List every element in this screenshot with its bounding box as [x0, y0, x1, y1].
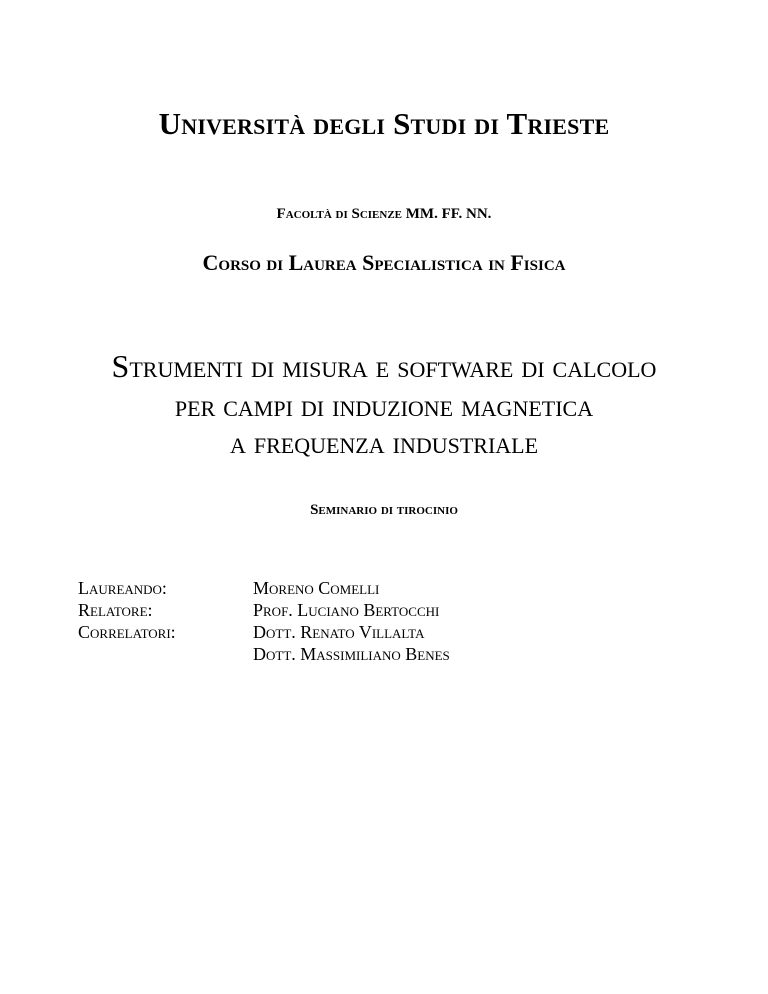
- role-person: Dott. Massimiliano Benes: [253, 644, 450, 664]
- thesis-title-line-2: per campi di induzione magnetica: [174, 387, 594, 423]
- role-person: Prof. Luciano Bertocchi: [253, 600, 440, 620]
- course-name: Corso di Laurea Specialistica in Fisica: [202, 250, 566, 275]
- role-person: Dott. Renato Villalta: [253, 622, 425, 642]
- role-label: Correlatori:: [78, 622, 176, 642]
- role-label: Relatore:: [78, 600, 153, 620]
- university-name: Università degli Studi di Trieste: [158, 106, 610, 141]
- seminar-subtitle: Seminario di tirocinio: [310, 502, 458, 518]
- role-person: Moreno Comelli: [253, 578, 380, 598]
- role-label: Laureando:: [78, 578, 167, 598]
- thesis-title-line-1: Strumenti di misura e software di calcolo: [111, 348, 657, 384]
- faculty-name: Facoltà di Scienze MM. FF. NN.: [276, 206, 492, 222]
- thesis-title-line-3: a frequenza industriale: [229, 424, 539, 460]
